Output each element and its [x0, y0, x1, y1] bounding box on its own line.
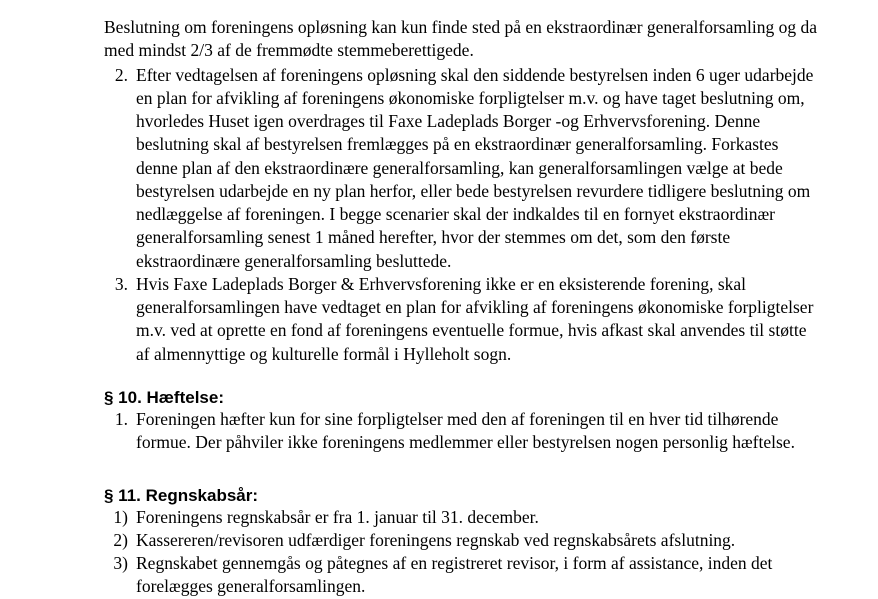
list-item-text: Foreningens regnskabsår er fra 1. januar til 31. december. [136, 506, 539, 527]
list-item-text: Hvis Faxe Ladeplads Borger & Erhvervsforening ikke er en eksisterende forening, skal generalforsamlingen have vedtaget en plan for afvikling af foreningens økonomiske forpligtelser m.v. ved at oprette en fond af foreningens eventuelle formue, hvis afkast skal anvendes til støtte af almennyttige og kulturelle formål i Hylleholt sogn. [136, 273, 814, 364]
list-item-marker: 1) [113, 506, 128, 527]
list-item [104, 506, 822, 529]
section-spacer [104, 455, 822, 477]
list-item-marker: 1. [114, 408, 128, 429]
list-item-text: Foreningen hæfter kun for sine forpligtelser med den af foreningen til en hver tid tilhørende formue. Der påhviler ikke foreningens medlemmer eller bestyrelsen nogen personlig hæftelse. [136, 408, 795, 453]
section-10-list [104, 408, 822, 455]
dissolution-clause-list [104, 64, 822, 366]
list-item-text: Efter vedtagelsen af foreningens opløsning skal den siddende bestyrelsen inden 6 uger udarbejde en plan for afvikling af foreningens økonomiske forpligtelser m.v. og have taget beslutning om, hvorledes Huset igen overdrages til Faxe Ladeplads Borger -og Erhvervsforening. Denne beslutning skal af bestyrelsen fremlægges på en ekstraordinær generalforsamling. Forkastes denne plan af den ekstraordinære generalforsamling, kan generalforsamlingen vælge at bede bestyrelsen udarbejde en ny plan herfor, eller bede bestyrelsen revurdere tidligere beslutning om nedlæggelse af foreningen. I begge scenarier skal der indkaldes til en fornyet ekstraordinær generalforsamling senest 1 måned herefter, hvor der stemmes om det, som den første ekstraordinære generalforsamling besluttede. [136, 64, 814, 271]
section-spacer [104, 477, 822, 486]
section-spacer [104, 366, 822, 388]
list-item-text: Regnskabet gennemgås og påtegnes af en registreret revisor, i form af assistance, inden det forelægges generalforsamlingen. [136, 553, 773, 597]
section-11-list [104, 506, 822, 599]
section-heading-11: § 11. Regnskabsår: [104, 485, 259, 505]
intro-paragraph: Beslutning om foreningens opløsning kan kun finde sted på en ekstraordinær generalforsamling og da med mindst 2/3 af de fremmødte stemmeberettigede. [104, 17, 817, 61]
list-item [104, 273, 822, 366]
list-item-marker: 2) [113, 529, 128, 550]
list-item [104, 529, 822, 552]
list-item [104, 408, 822, 455]
list-item-text: Kassereren/revisoren udfærdiger foreningens regnskab ved regnskabsårets afslutning. [136, 529, 736, 550]
list-item-marker: 3. [114, 273, 128, 294]
list-item-marker: 3) [113, 553, 128, 574]
list-item-marker: 2. [114, 64, 128, 85]
list-item [104, 552, 822, 599]
list-item [104, 64, 822, 273]
section-heading-10: § 10. Hæftelse: [104, 387, 224, 407]
